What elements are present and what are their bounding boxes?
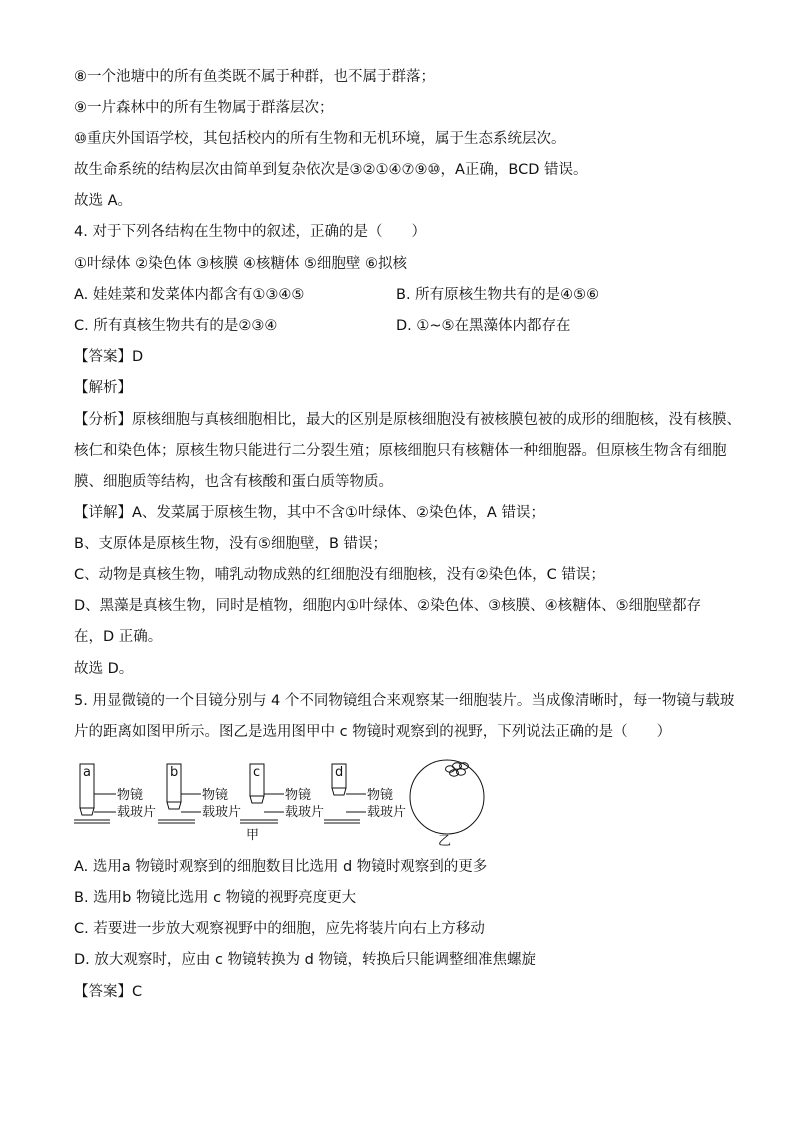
objective-a	[74, 764, 156, 823]
slide-label: 载玻片	[117, 805, 157, 820]
detail-text: 【详解】A、发菜属于原核生物，其中不含①叶绿体、②染色体，A 错误；	[74, 505, 545, 521]
slide-label: 载玻片	[202, 805, 242, 820]
detail-text: B、支原体是原核生物，没有⑤细胞壁，B 错误；	[74, 536, 388, 552]
analysis-text: 膜、细胞质等结构，也含有核酸和蛋白质等物质。	[74, 474, 393, 490]
option-b: B. 选用b 物镜比选用 c 物镜的视野亮度更大	[74, 890, 357, 906]
detail-text: 在，D 正确。	[74, 629, 163, 645]
objective-d	[324, 764, 406, 823]
answer-label: 【答案】D	[74, 349, 144, 365]
figure-caption-yi: 乙	[438, 834, 452, 847]
analysis-text: 核仁和染色体；原核生物只能进行二分裂生殖；原核细胞只有核糖体一种细胞器。但原核生物含有细胞	[74, 443, 727, 459]
analysis-label: 【解析】	[74, 380, 132, 396]
objective-label: 物镜	[367, 788, 394, 803]
question-4-items: ①叶绿体 ②染色体 ③核膜 ④核糖体 ⑤细胞壁 ⑥拟核	[74, 256, 408, 272]
option-d: D. ①~⑤在黑藻体内都存在	[396, 318, 571, 334]
selection-text: 故选 D。	[74, 661, 134, 677]
lens-label-c: c	[253, 765, 261, 780]
objective-label: 物镜	[202, 788, 229, 803]
lens-label-a: a	[83, 765, 91, 780]
option-c: C. 若要进一步放大观察视野中的细胞，应先将装片向右上方移动	[74, 921, 485, 937]
detail-text: D、黑藻是真核生物，同时是植物，细胞内①叶绿体、②染色体、③核膜、④核糖体、⑤细胞壁都存	[74, 598, 702, 614]
slide-label: 载玻片	[367, 805, 407, 820]
question-4-stem: 4. 对于下列各结构在生物中的叙述，正确的是（ ）	[74, 224, 426, 240]
objective-b	[158, 764, 241, 823]
lens-label-b: b	[170, 765, 179, 780]
option-b: B. 所有原核生物共有的是④⑤⑥	[396, 287, 600, 303]
objective-label: 物镜	[285, 788, 312, 803]
lens-label-d: d	[335, 765, 344, 780]
text-line: 故选 A。	[74, 193, 133, 209]
question-5-stem: 5. 用显微镜的一个目镜分别与 4 个不同物镜组合来观察某一细胞装片。当成像清晰时，每一物镜与载玻	[74, 693, 735, 709]
option-a: A. 娃娃菜和发菜体内都含有①③④⑤	[74, 287, 305, 303]
option-c: C. 所有真核生物共有的是②③④	[74, 318, 278, 334]
field-of-view	[410, 760, 484, 847]
text-line: ⑨一片森林中的所有生物属于群落层次；	[74, 100, 334, 116]
answer-label: 【答案】C	[74, 984, 143, 1000]
text-line: ⑧一个池塘中的所有鱼类既不属于种群，也不属于群落；	[74, 69, 435, 85]
text-line: 故生命系统的结构层次由简单到复杂依次是③②①④⑦⑨⑩，A正确，BCD 错误。	[74, 162, 588, 178]
text-line: ⑩重庆外国语学校，其包括校内的所有生物和无机环境，属于生态系统层次。	[74, 131, 566, 147]
objective-c	[240, 764, 324, 843]
question-5-stem: 片的距离如图甲所示。图乙是选用图甲中 c 物镜时观察到的视野，下列说法正确的是（ ）	[74, 724, 672, 740]
option-a: A. 选用a 物镜时观察到的细胞数目比选用 d 物镜时观察到的更多	[74, 859, 488, 875]
slide-label: 载玻片	[285, 805, 325, 820]
microscope-figure	[70, 757, 500, 847]
figure-caption-jia: 甲	[246, 828, 260, 843]
detail-text: C、动物是真核生物，哺乳动物成熟的红细胞没有细胞核，没有②染色体，C 错误；	[74, 567, 605, 583]
analysis-text: 【分析】原核细胞与真核细胞相比，最大的区别是原核细胞没有被核膜包被的成形的细胞核，没有核膜、	[74, 412, 741, 428]
option-d: D. 放大观察时，应由 c 物镜转换为 d 物镜，转换后只能调整细准焦螺旋	[74, 952, 536, 968]
objective-label: 物镜	[117, 788, 144, 803]
